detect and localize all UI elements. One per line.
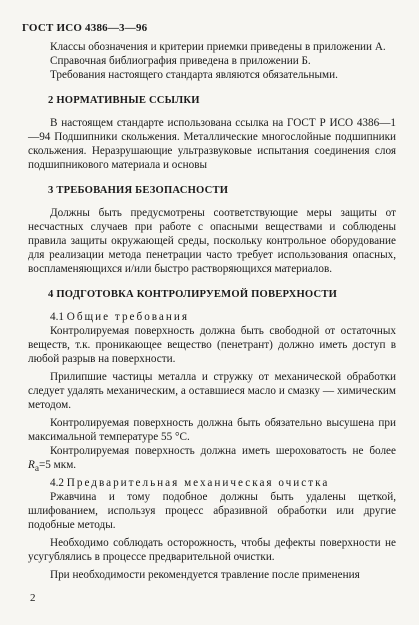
section-heading: 4 ПОДГОТОВКА КОНТРОЛИРУЕМОЙ ПОВЕРХНОСТИ [48,289,338,300]
section-paragraph: Необходимо соблюдать осторожность, чтобы дефекты поверхности не усугублялись в процессе предварительной очистки. [28,537,396,564]
section-paragraph: Контролируемая поверхность должна быть свободной от остаточных веществ, т.к. проникающее вещество (пенетрант) должно иметь доступ в любой разрыв на поверхности. [28,325,396,365]
page-number: 2 [30,592,36,604]
section-paragraph: Прилипшие частицы металла и стружку от механической обработки следует удалять механическим, а оставшиеся масло и смазку — химическим методом. [28,371,396,411]
subsection-heading [28,476,396,490]
section-paragraph: Контролируемая поверхность должна быть обязательно высушена при максимальной температуре 55 °С. [28,417,396,443]
intro-paragraph: Классы обозначения и критерии приемки приведены в приложении А. [50,41,386,53]
section-paragraph: В настоящем стандарте использована ссылка на ГОСТ Р ИСО 4386—1—94 Подшипники скольжения. Металлические многослойные подшипники скольжения. Неразрушающие ультразвуковые испытания соединения слоя подшипникового материала и основы [28,117,396,171]
roughness-text: Контролируемая поверхность должна иметь шероховатость не более [50,445,396,457]
section-paragraph: Должны быть предусмотрены соответствующие меры защиты от несчастных случаев при работе с опасными веществами и соблюдены правила защиты окружающей среды, поскольку контрольное оборудование для реализации метода пенетрации часто требует использования опасных, воспламеняющихся и/или быстро растворяющихся материалов. [28,207,396,275]
intro-paragraph: Требования настоящего стандарта являются обязательными. [50,69,338,81]
subsection-title: Предварительная механическая очистка [66,477,330,490]
roughness-value: =5 мкм. [38,459,77,471]
subsection-number: 4.2 [50,477,64,490]
section-paragraph: При необходимости рекомендуется травление после применения [50,569,360,582]
subsection-number: 4.1 [50,311,64,323]
roughness-subscript: a [34,464,39,475]
subsection-title: Общие требования [66,311,190,323]
section-heading: 2 НОРМАТИВНЫЕ ССЫЛКИ [48,95,200,106]
subsection-heading [28,310,396,324]
page-body [28,40,396,582]
section-heading: 3 ТРЕБОВАНИЯ БЕЗОПАСНОСТИ [48,185,229,196]
section-paragraph [28,444,396,476]
section-paragraph: Ржавчина и тому подобное должны быть удалены щеткой, шлифованием, используя процесс абразивной обработки или другие подобные методы. [28,491,396,532]
roughness-symbol: R [28,459,35,471]
running-header: ГОСТ ИСО 4386—3—96 [22,22,148,34]
intro-paragraph: Справочная библиография приведена в приложении Б. [50,55,311,67]
